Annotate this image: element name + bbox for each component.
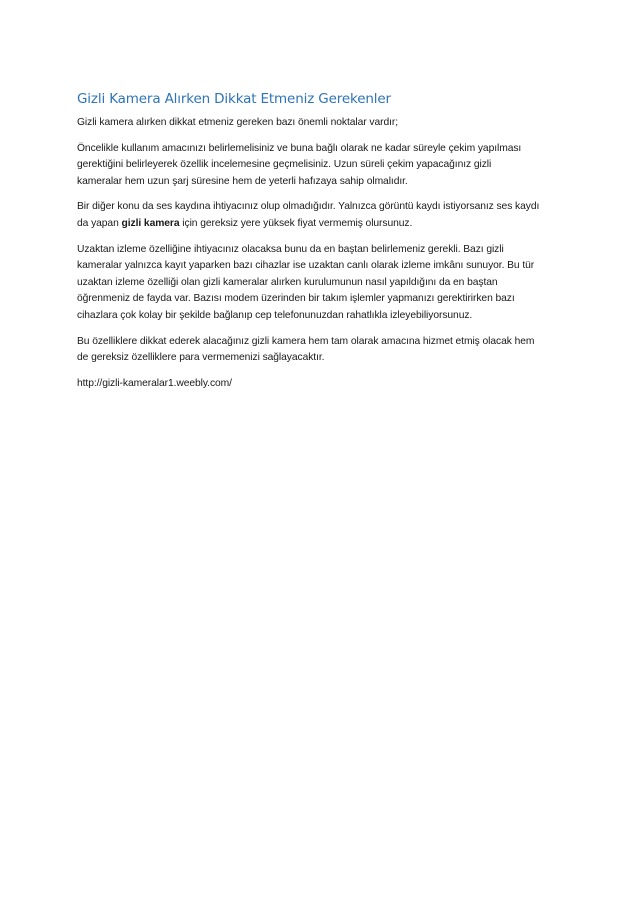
intro-paragraph bbox=[77, 115, 567, 132]
paragraph-line bbox=[77, 216, 567, 233]
paragraph-line: cihazlara çok kolay bir şekilde bağlanıp cep telefonunuzdan rahatlıkla izleyebiliyorsunuz. bbox=[77, 309, 473, 321]
paragraph-line: Bir diğer konu da ses kaydına ihtiyacınız olup olmadığıdır. Yalnızca görüntü kaydı istiyorsanız ses kaydı bbox=[77, 201, 540, 213]
source-url-text[interactable]: http://gizli-kameralar1.weebly.com/ bbox=[77, 377, 232, 389]
text-segment: için gereksiz yere yüksek fiyat vermemiş olursunuz. bbox=[179, 217, 413, 229]
paragraph-line: kameralar yalnızca kayıt yaparken bazı cihazlar ise uzaktan canlı olarak izleme imkânı sunuyor. Bu tür bbox=[77, 260, 535, 272]
paragraph-line: uzaktan izleme özelliği olan gizli kameralar alırken kurulumunun nasıl yapıldığını da en baştan bbox=[77, 276, 498, 288]
text-segment: da yapan bbox=[77, 217, 122, 229]
document-body bbox=[77, 89, 567, 401]
paragraph-line: Uzaktan izleme özelliğine ihtiyacınız olacaksa bunu da en baştan belirlemeniz gerekli. Bazı gizli bbox=[77, 243, 504, 255]
intro-line: Gizli kamera alırken dikkat etmeniz gereken bazı önemli noktalar vardır; bbox=[77, 117, 399, 128]
paragraph-audio bbox=[77, 199, 567, 232]
document-title: Gizli Kamera Alırken Dikkat Etmeniz Gerekenler bbox=[77, 91, 391, 107]
paragraph-conclusion bbox=[77, 334, 567, 367]
paragraph-line: Öncelikle kullanım amacınızı belirlemelisiniz ve buna bağlı olarak ne kadar süreyle çekim yapılması bbox=[77, 142, 522, 154]
bold-keyword: gizli kamera bbox=[121, 217, 180, 229]
paragraph-line: Bu özelliklere dikkat ederek alacağınız gizli kamera hem tam olarak amacına hizmet etmiş olacak hem bbox=[77, 335, 535, 347]
paragraph-purpose bbox=[77, 141, 567, 191]
paragraph-remote-viewing bbox=[77, 242, 567, 325]
paragraph-line: de gereksiz özelliklere para vermemenizi sağlayacaktır. bbox=[77, 352, 325, 364]
paragraph-line: kameralar hem uzun şarj süresine hem de yeterli hafızaya sahip olmalıdır. bbox=[77, 175, 408, 187]
source-url[interactable] bbox=[77, 376, 567, 393]
paragraph-line: öğrenmeniz de fayda var. Bazısı modem üzerinden bir takım işlemler yapmanızı gerektirirken bazı bbox=[77, 293, 515, 305]
paragraph-line: gerektiğini belirleyerek özellik incelemesine geçmelisiniz. Uzun süreli çekim yapacağınız gizli bbox=[77, 159, 492, 171]
